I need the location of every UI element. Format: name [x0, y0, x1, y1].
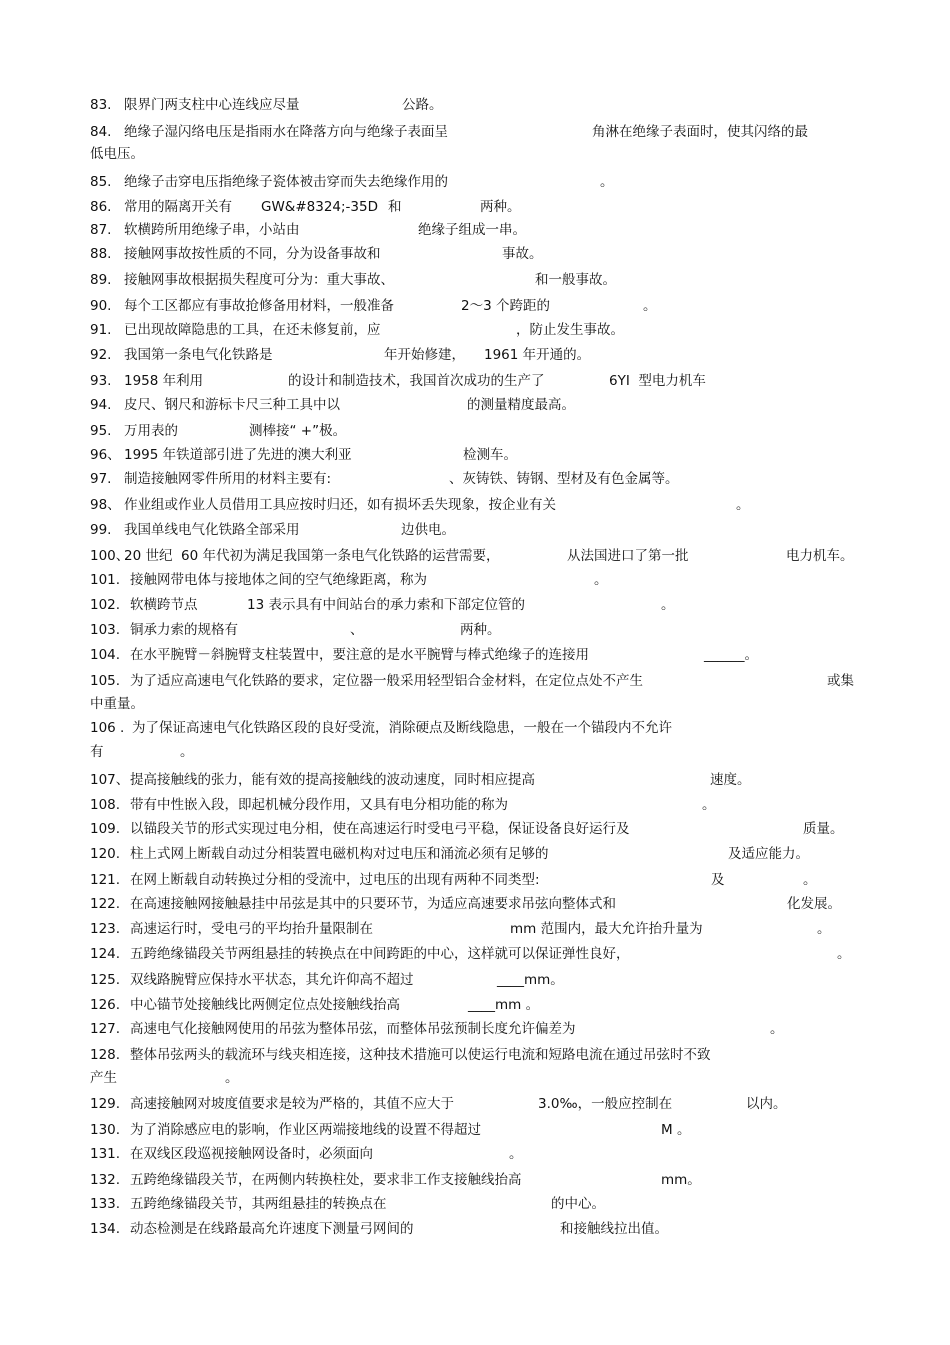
- question-text: ____mm 。: [468, 997, 540, 1013]
- question-number: 89.: [90, 272, 112, 288]
- question-number: 86.: [90, 199, 112, 215]
- question-text: 。: [803, 872, 817, 888]
- question-number: 84.: [90, 124, 112, 140]
- question-text: 1958 年利用: [124, 373, 204, 389]
- question-number: 93.: [90, 373, 112, 389]
- question-number: 125.: [90, 972, 121, 988]
- question-text: 为了保证高速电气化铁路区段的良好受流，消除硬点及断线隐患，一般在一个锚段内不允许: [132, 720, 672, 736]
- question-text: 。: [643, 298, 657, 314]
- question-number: 102.: [90, 597, 121, 613]
- question-text: 接触网带电体与接地体之间的空气绝缘距离，称为: [130, 572, 427, 588]
- question-text: 、: [350, 622, 364, 638]
- question-number: 97.: [90, 471, 112, 487]
- question-text: 事故。: [502, 246, 543, 262]
- question-number: 91.: [90, 322, 112, 338]
- question-text: mm。: [661, 1172, 701, 1188]
- question-text: 柱上式网上断载自动过分相装置电磁机构对过电压和涌流必须有足够的: [130, 846, 549, 862]
- question-text-continued: 产生: [90, 1070, 117, 1086]
- question-text: 五跨绝缘锚段关节，其两组悬挂的转换点在: [130, 1196, 387, 1212]
- question-text: 皮尺、钢尺和游标卡尺三种工具中以: [124, 397, 340, 413]
- question-text: 6YI 型电力机车: [609, 373, 706, 389]
- question-text: 。: [600, 174, 614, 190]
- question-text: 和: [388, 199, 402, 215]
- question-text: 双线路腕臂应保持水平状态，其允许仰高不超过: [130, 972, 414, 988]
- question-text-continued: 低电压。: [90, 146, 144, 162]
- question-text: 高速运行时，受电弓的平均抬升量限制在: [130, 921, 373, 937]
- question-text: 。: [702, 797, 716, 813]
- question-text: 软横跨节点: [130, 597, 198, 613]
- question-text: 制造接触网零件所用的材料主要有:: [124, 471, 332, 487]
- question-number: 105.: [90, 673, 121, 689]
- question-number: 133.: [90, 1196, 121, 1212]
- question-number: 120.: [90, 846, 121, 862]
- question-number: 87.: [90, 222, 112, 238]
- question-number: 85.: [90, 174, 112, 190]
- question-text: 化发展。: [787, 896, 841, 912]
- question-text: 和接触线拉出值。: [560, 1221, 668, 1237]
- question-number: 132.: [90, 1172, 121, 1188]
- question-number: 96、: [90, 447, 121, 463]
- question-number: 107、: [90, 772, 130, 788]
- question-number: 122.: [90, 896, 121, 912]
- question-text: 、灰铸铁、铸钢、型材及有色金属等。: [449, 471, 679, 487]
- question-number: 124.: [90, 946, 121, 962]
- question-text: 的中心。: [551, 1196, 605, 1212]
- question-text: 我国第一条电气化铁路是: [124, 347, 273, 363]
- question-text: 在网上断载自动转换过分相的受流中，过电压的出现有两种不同类型:: [130, 872, 540, 888]
- question-text: 及适应能力。: [728, 846, 809, 862]
- question-text: 高速接触网对坡度值要求是较为严格的，其值不应大于: [130, 1096, 454, 1112]
- question-number: 130.: [90, 1122, 121, 1138]
- question-number: 128.: [90, 1047, 121, 1063]
- question-text: 整体吊弦两头的载流环与线夹相连接，这种技术措施可以使运行电流和短路电流在通过吊弦时不致: [130, 1047, 711, 1063]
- question-text: 带有中性嵌入段，即起机械分段作用，又具有电分相功能的称为: [130, 797, 508, 813]
- question-text: 限界门两支柱中心连线应尽量: [124, 97, 300, 113]
- question-number: 109.: [90, 821, 121, 837]
- question-text: 1961 年开通的。: [484, 347, 591, 363]
- question-text: 。: [661, 597, 675, 613]
- question-text: 。: [736, 497, 750, 513]
- question-text: 两种。: [460, 622, 501, 638]
- question-number: 90.: [90, 298, 112, 314]
- question-text: 中心锚节处接触线比两侧定位点处接触线抬高: [130, 997, 400, 1013]
- question-text: 作业组或作业人员借用工具应按时归还，如有损坏丢失现象，按企业有关: [124, 497, 556, 513]
- question-text: 。: [509, 1146, 523, 1162]
- question-number: 131.: [90, 1146, 121, 1162]
- question-text: ，防止发生事故。: [516, 322, 624, 338]
- question-number: 101.: [90, 572, 121, 588]
- question-text: 以内。: [746, 1096, 787, 1112]
- question-text: 电力机车。: [786, 548, 854, 564]
- question-text: 速度。: [710, 772, 751, 788]
- question-text: 铜承力索的规格有: [130, 622, 238, 638]
- question-text: 绝缘子击穿电压指绝缘子瓷体被击穿而失去绝缘作用的: [124, 174, 448, 190]
- question-text: 或集: [827, 673, 854, 689]
- question-text: 2～3 个跨距的: [461, 298, 550, 314]
- question-number: 100、: [90, 548, 130, 564]
- question-number: 123.: [90, 921, 121, 937]
- question-text: 五跨绝缘锚段关节两组悬挂的转换点在中间跨距的中心，这样就可以保证弹性良好，: [130, 946, 630, 962]
- question-text: 的测量精度最高。: [467, 397, 575, 413]
- question-number: 106 .: [90, 720, 125, 736]
- question-text: 及: [711, 872, 725, 888]
- question-text: mm 范围内，最大允许抬升量为: [510, 921, 703, 937]
- question-number: 95.: [90, 423, 112, 439]
- question-text: 1995 年铁道部引进了先进的澳大利亚: [124, 447, 352, 463]
- question-text: 年开始修建，: [384, 347, 465, 363]
- question-number: 103.: [90, 622, 121, 638]
- question-number: 129.: [90, 1096, 121, 1112]
- question-text: 绝缘子湿闪络电压是指雨水在降落方向与绝缘子表面呈: [124, 124, 448, 140]
- question-text: M 。: [661, 1122, 691, 1138]
- question-text: 两种。: [480, 199, 521, 215]
- question-text: 为了适应高速电气化铁路的要求，定位器一般采用轻型铝合金材料，在定位点处不产生: [130, 673, 643, 689]
- question-text: 从法国进口了第一批: [567, 548, 689, 564]
- question-text: 高速电气化接触网使用的吊弦为整体吊弦，而整体吊弦预制长度允许偏差为: [130, 1021, 576, 1037]
- question-text: 公路。: [402, 97, 443, 113]
- question-number: 98、: [90, 497, 121, 513]
- question-text: 常用的隔离开关有: [124, 199, 232, 215]
- question-number: 88.: [90, 246, 112, 262]
- question-number: 104.: [90, 647, 121, 663]
- question-text: 提高接触线的张力，能有效的提高接触线的波动速度，同时相应提高: [130, 772, 535, 788]
- question-text: 动态检测是在线路最高允许速度下测量弓网间的: [130, 1221, 414, 1237]
- question-text: 检测车。: [463, 447, 517, 463]
- question-text: 20 世纪 60 年代初为满足我国第一条电气化铁路的运营需要，: [124, 548, 500, 564]
- question-text: 。: [817, 921, 831, 937]
- question-number: 94.: [90, 397, 112, 413]
- question-text: 在水平腕臂－斜腕臂支柱装置中，要注意的是水平腕臂与棒式绝缘子的连接用: [130, 647, 589, 663]
- question-text: 为了消除感应电的影响，作业区两端接地线的设置不得超过: [130, 1122, 481, 1138]
- question-text: ______。: [704, 647, 758, 663]
- question-text: 在高速接触网接触悬挂中吊弦是其中的只要环节，为适应高速要求吊弦向整体式和: [130, 896, 616, 912]
- question-text: 。: [770, 1021, 784, 1037]
- question-text: GW&#8324;-35D: [261, 199, 378, 215]
- question-text-continued: 有: [90, 744, 104, 760]
- question-text: 软横跨所用绝缘子串，小站由: [124, 222, 300, 238]
- question-text: 和一般事故。: [535, 272, 616, 288]
- question-number: 127.: [90, 1021, 121, 1037]
- question-text: 边供电。: [401, 522, 455, 538]
- question-text: 在双线区段巡视接触网设备时，必须面向: [130, 1146, 373, 1162]
- question-text: 测棒接“ +”极。: [249, 423, 347, 439]
- question-text: 3.0‰，一般应控制在: [538, 1096, 673, 1112]
- question-number: 134.: [90, 1221, 121, 1237]
- question-text: 每个工区都应有事故抢修备用材料，一般准备: [124, 298, 394, 314]
- question-text: 质量。: [803, 821, 844, 837]
- question-text: 的设计和制造技术，我国首次成功的生产了: [288, 373, 545, 389]
- question-number: 121.: [90, 872, 121, 888]
- question-text: 万用表的: [124, 423, 178, 439]
- question-text: 接触网事故根据损失程度可分为：重大事故、: [124, 272, 394, 288]
- question-text: 已出现故障隐患的工具，在还未修复前，应: [124, 322, 381, 338]
- question-text-end: 。: [180, 744, 194, 760]
- question-text: 。: [837, 946, 851, 962]
- question-number: 108.: [90, 797, 121, 813]
- question-text-continued: 中重量。: [90, 696, 144, 712]
- question-text: 接触网事故按性质的不同，分为设备事故和: [124, 246, 381, 262]
- question-text-end: 。: [225, 1070, 239, 1086]
- question-text: 角淋在绝缘子表面时，使其闪络的最: [592, 124, 808, 140]
- question-text: ____mm。: [497, 972, 564, 988]
- question-number: 83.: [90, 97, 112, 113]
- question-text: 绝缘子组成一串。: [418, 222, 526, 238]
- question-text: 五跨绝缘锚段关节，在两侧内转换柱处，要求非工作支接触线抬高: [130, 1172, 522, 1188]
- question-text: 以锚段关节的形式实现过电分相，使在高速运行时受电弓平稳，保证设备良好运行及: [130, 821, 630, 837]
- question-text: 我国单线电气化铁路全部采用: [124, 522, 300, 538]
- question-number: 99.: [90, 522, 112, 538]
- question-text: 13 表示具有中间站台的承力索和下部定位管的: [247, 597, 525, 613]
- question-number: 126.: [90, 997, 121, 1013]
- question-number: 92.: [90, 347, 112, 363]
- question-text: 。: [594, 572, 608, 588]
